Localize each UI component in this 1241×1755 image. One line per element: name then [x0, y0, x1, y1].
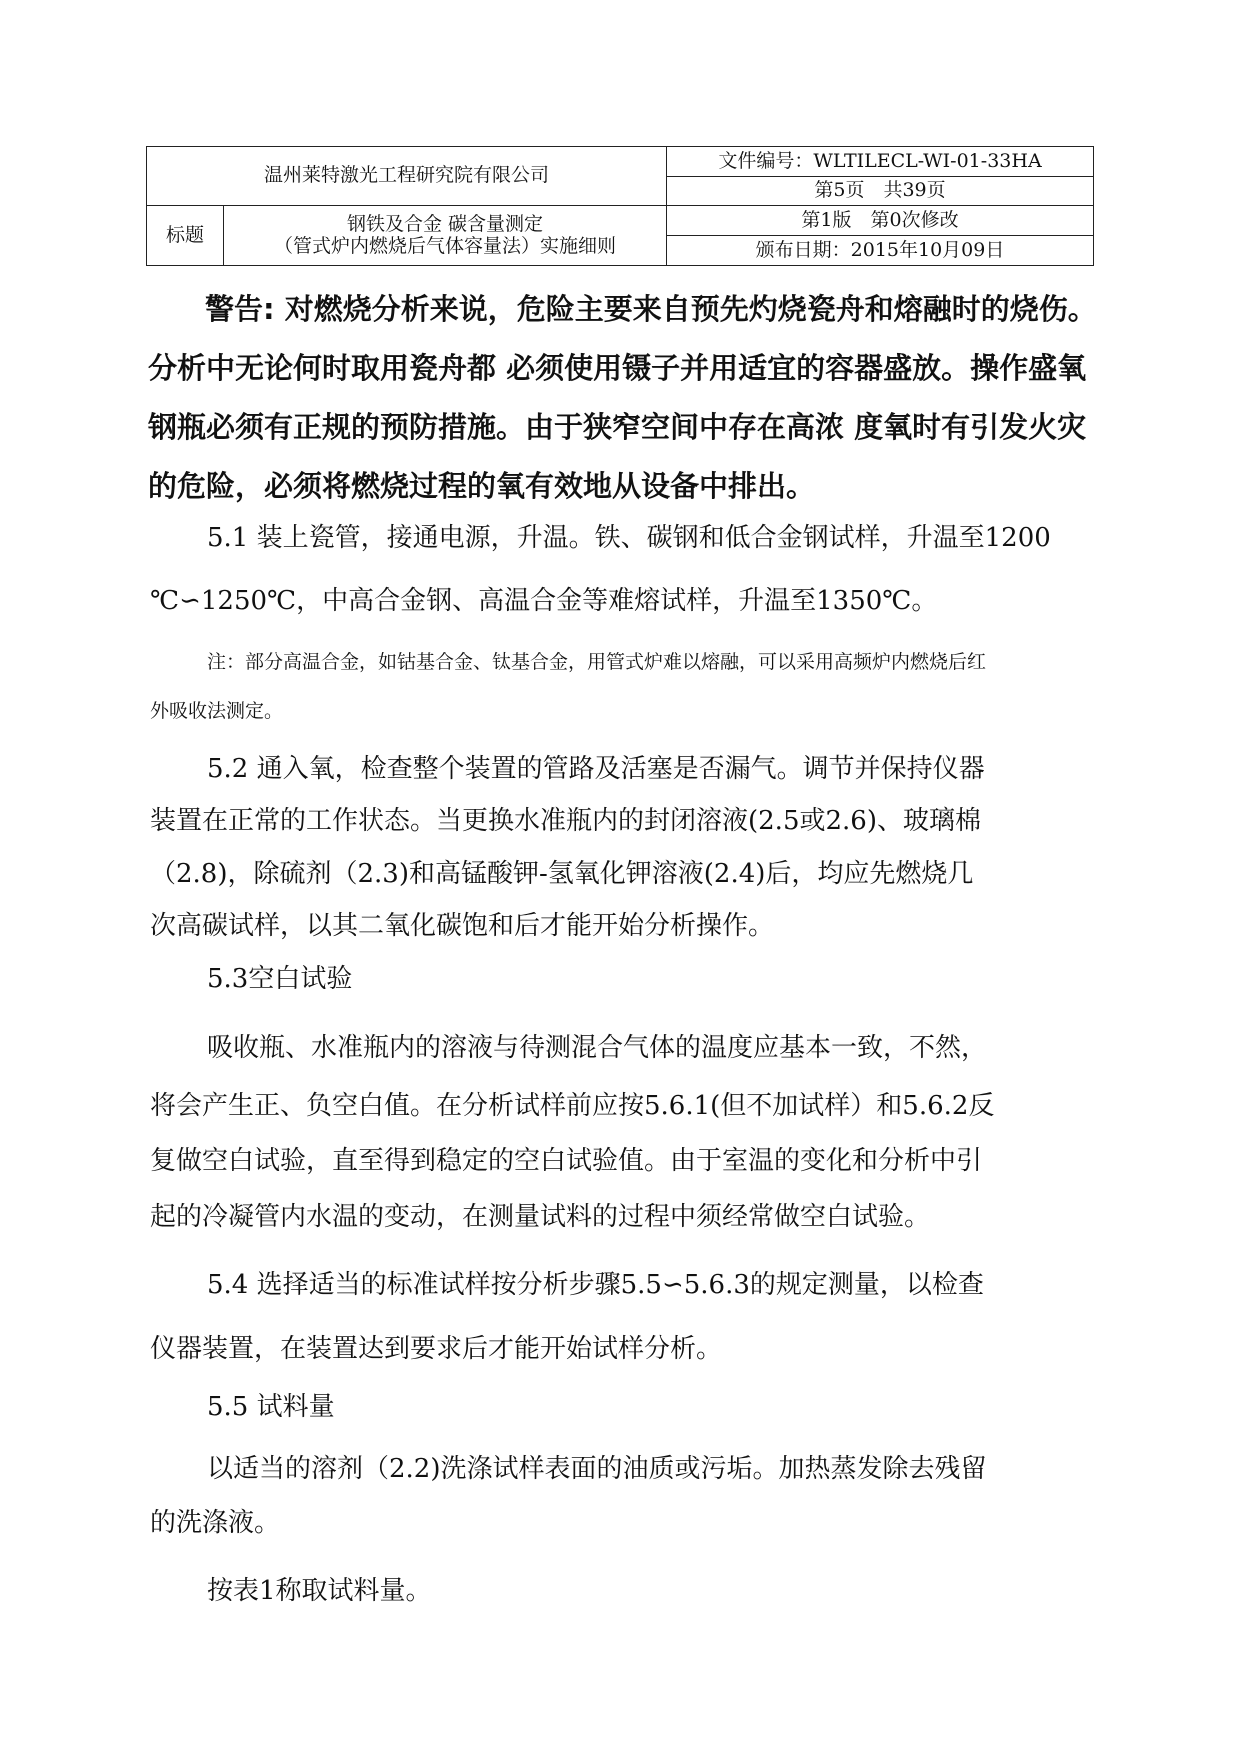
section-5-3-line-3: 复做空白试验，直至得到稳定的空白试验值。由于室温的变化和分析中引 [150, 1146, 983, 1176]
section-5-3-heading: 5.3空白试验 [207, 964, 353, 994]
page-info: 第5页 共39页 [667, 177, 1094, 206]
section-5-4-line-1: 5.4 选择适当的标准试样按分析步骤5.5∽5.6.3的规定测量，以检查 [207, 1270, 984, 1300]
section-5-5-line-2: 的洗涤液。 [150, 1508, 281, 1538]
section-5-2-line-3: （2.8)，除硫剂（2.3)和高锰酸钾-氢氧化钾溶液(2.4)后，均应先燃烧几 [150, 859, 974, 889]
company-name: 温州莱特激光工程研究院有限公司 [147, 147, 667, 206]
warning-line-1: 警告: 对燃烧分析来说，危险主要来自预先灼烧瓷舟和熔融时的烧伤。 [205, 292, 1097, 326]
section-5-2-line-4: 次高碳试样，以其二氧化碳饱和后才能开始分析操作。 [150, 911, 775, 941]
section-5-3-line-2: 将会产生正、负空白值。在分析试样前应按5.6.1(但不加试样）和5.6.2反 [150, 1091, 995, 1121]
section-5-4-line-2: 仪器装置，在装置达到要求后才能开始试样分析。 [150, 1334, 723, 1364]
section-5-5-line-3: 按表1称取试料量。 [207, 1576, 432, 1606]
title-label: 标题 [147, 206, 224, 266]
section-5-1-line-1: 5.1 装上瓷管，接通电源，升温。铁、碳钢和低合金钢试样，升温至1200 [207, 523, 1051, 553]
warning-line-2: 分析中无论何时取用瓷舟都 必须使用镊子并用适宜的容器盛放。操作盛氧 [148, 351, 1087, 385]
section-5-1-line-2: ℃∽1250℃，中高合金钢、高温合金等难熔试样，升温至1350℃。 [150, 586, 938, 616]
document-header-table [146, 146, 1094, 266]
note-line-1: 注：部分高温合金，如钴基合金、钛基合金，用管式炉难以熔融，可以采用高频炉内燃烧后红 [207, 651, 987, 673]
section-5-2-line-1: 5.2 通入氧，检查整个装置的管路及活塞是否漏气。调节并保持仪器 [207, 754, 985, 784]
release-date: 颁布日期：2015年10月09日 [667, 236, 1094, 266]
section-5-5-heading: 5.5 试料量 [207, 1392, 335, 1422]
document-title [224, 206, 667, 266]
section-5-5-line-1: 以适当的溶剂（2.2)洗涤试样表面的油质或污垢。加热蒸发除去残留 [207, 1454, 987, 1484]
warning-line-4: 的危险，必须将燃烧过程的氧有效地从设备中排出。 [148, 469, 816, 503]
warning-paragraph [148, 280, 1097, 516]
section-5-3-line-4: 起的冷凝管内水温的变动，在测量试料的过程中须经常做空白试验。 [150, 1202, 931, 1232]
document-title-line2: （管式炉内燃烧后气体容量法）实施细则 [274, 234, 617, 257]
note-line-2: 外吸收法测定。 [150, 700, 284, 722]
section-5-2-line-2: 装置在正常的工作状态。当更换水准瓶内的封闭溶液(2.5或2.6)、玻璃棉 [150, 806, 981, 836]
warning-line-3: 钢瓶必须有正规的预防措施。由于狭窄空间中存在高浓 度氧时有引发火灾 [148, 410, 1087, 444]
section-5-3-line-1: 吸收瓶、水准瓶内的溶液与待测混合气体的温度应基本一致，不然， [207, 1033, 988, 1063]
document-number: 文件编号：WLTILECL-WI-01-33HA [667, 147, 1094, 177]
version-info: 第1版 第0次修改 [667, 206, 1094, 236]
document-title-line1: 钢铁及合金 碳含量测定 [346, 212, 544, 235]
